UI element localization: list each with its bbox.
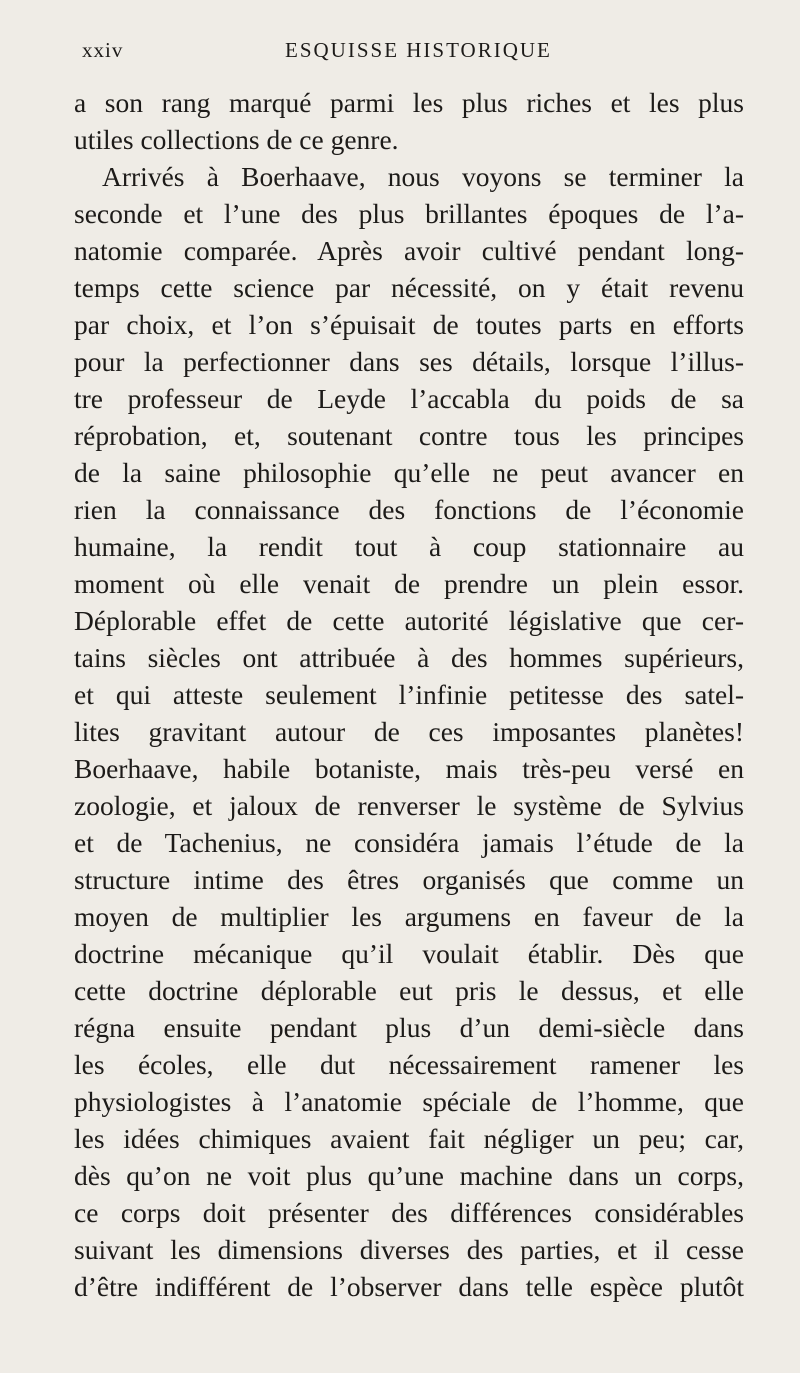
text-line: les écoles, elle dut nécessairement ramener les: [74, 1049, 744, 1080]
text-line: moment où elle venait de prendre un plein essor.: [74, 568, 744, 599]
text-line: Boerhaave, habile botaniste, mais très-peu versé en: [74, 753, 744, 784]
text-line: utiles collections de ce genre.: [74, 124, 399, 155]
page-number: xxiv: [82, 38, 124, 62]
text-line: réprobation, et, soutenant contre tous les principes: [74, 420, 744, 451]
text-line: et de Tachenius, ne considéra jamais l’étude de la: [74, 827, 744, 858]
text-line: structure intime des êtres organisés que comme un: [74, 864, 744, 895]
text-line: zoologie, et jaloux de renverser le système de Sylvius: [74, 790, 744, 821]
text-line: tains siècles ont attribuée à des hommes supérieurs,: [74, 642, 744, 673]
running-head: [0, 38, 800, 68]
text-line: les idées chimiques avaient fait négliger un peu; car,: [74, 1123, 744, 1154]
text-line: natomie comparée. Après avoir cultivé pendant long-: [74, 235, 744, 266]
text-line: temps cette science par nécessité, on y était revenu: [74, 272, 744, 303]
text-line: suivant les dimensions diverses des parties, et il cesse: [74, 1234, 744, 1265]
text-line: rien la connaissance des fonctions de l’économie: [74, 494, 744, 525]
text-line: dès qu’on ne voit plus qu’une machine dans un corps,: [74, 1160, 744, 1191]
text-line: par choix, et l’on s’épuisait de toutes parts en efforts: [74, 309, 744, 340]
text-line: Déplorable effet de cette autorité législative que cer-: [74, 605, 744, 636]
text-line: tre professeur de Leyde l’accabla du poids de sa: [74, 383, 744, 414]
body-text: [74, 84, 744, 1305]
text-line: ce corps doit présenter des différences considérables: [74, 1197, 744, 1228]
text-line: moyen de multiplier les argumens en faveur de la: [74, 901, 744, 932]
text-line: cette doctrine déplorable eut pris le dessus, et elle: [74, 975, 744, 1006]
text-line: pour la perfectionner dans ses détails, lorsque l’illus-: [74, 346, 744, 377]
running-title: ESQUISSE HISTORIQUE: [285, 38, 552, 62]
text-line: seconde et l’une des plus brillantes époques de l’a-: [74, 198, 744, 229]
text-line: lites gravitant autour de ces imposantes planètes!: [74, 716, 744, 747]
text-line: a son rang marqué parmi les plus riches et les plus: [74, 87, 744, 118]
text-line: et qui atteste seulement l’infinie petitesse des satel-: [74, 679, 744, 710]
text-line: de la saine philosophie qu’elle ne peut avancer en: [74, 457, 744, 488]
text-line: physiologistes à l’anatomie spéciale de l’homme, que: [74, 1086, 744, 1117]
text-line: régna ensuite pendant plus d’un demi-siècle dans: [74, 1012, 744, 1043]
text-line: humaine, la rendit tout à coup stationnaire au: [74, 531, 744, 562]
text-line: d’être indifférent de l’observer dans telle espèce plutôt: [74, 1271, 744, 1302]
text-line: Arrivés à Boerhaave, nous voyons se terminer la: [102, 161, 744, 192]
text-line: doctrine mécanique qu’il voulait établir. Dès que: [74, 938, 744, 969]
